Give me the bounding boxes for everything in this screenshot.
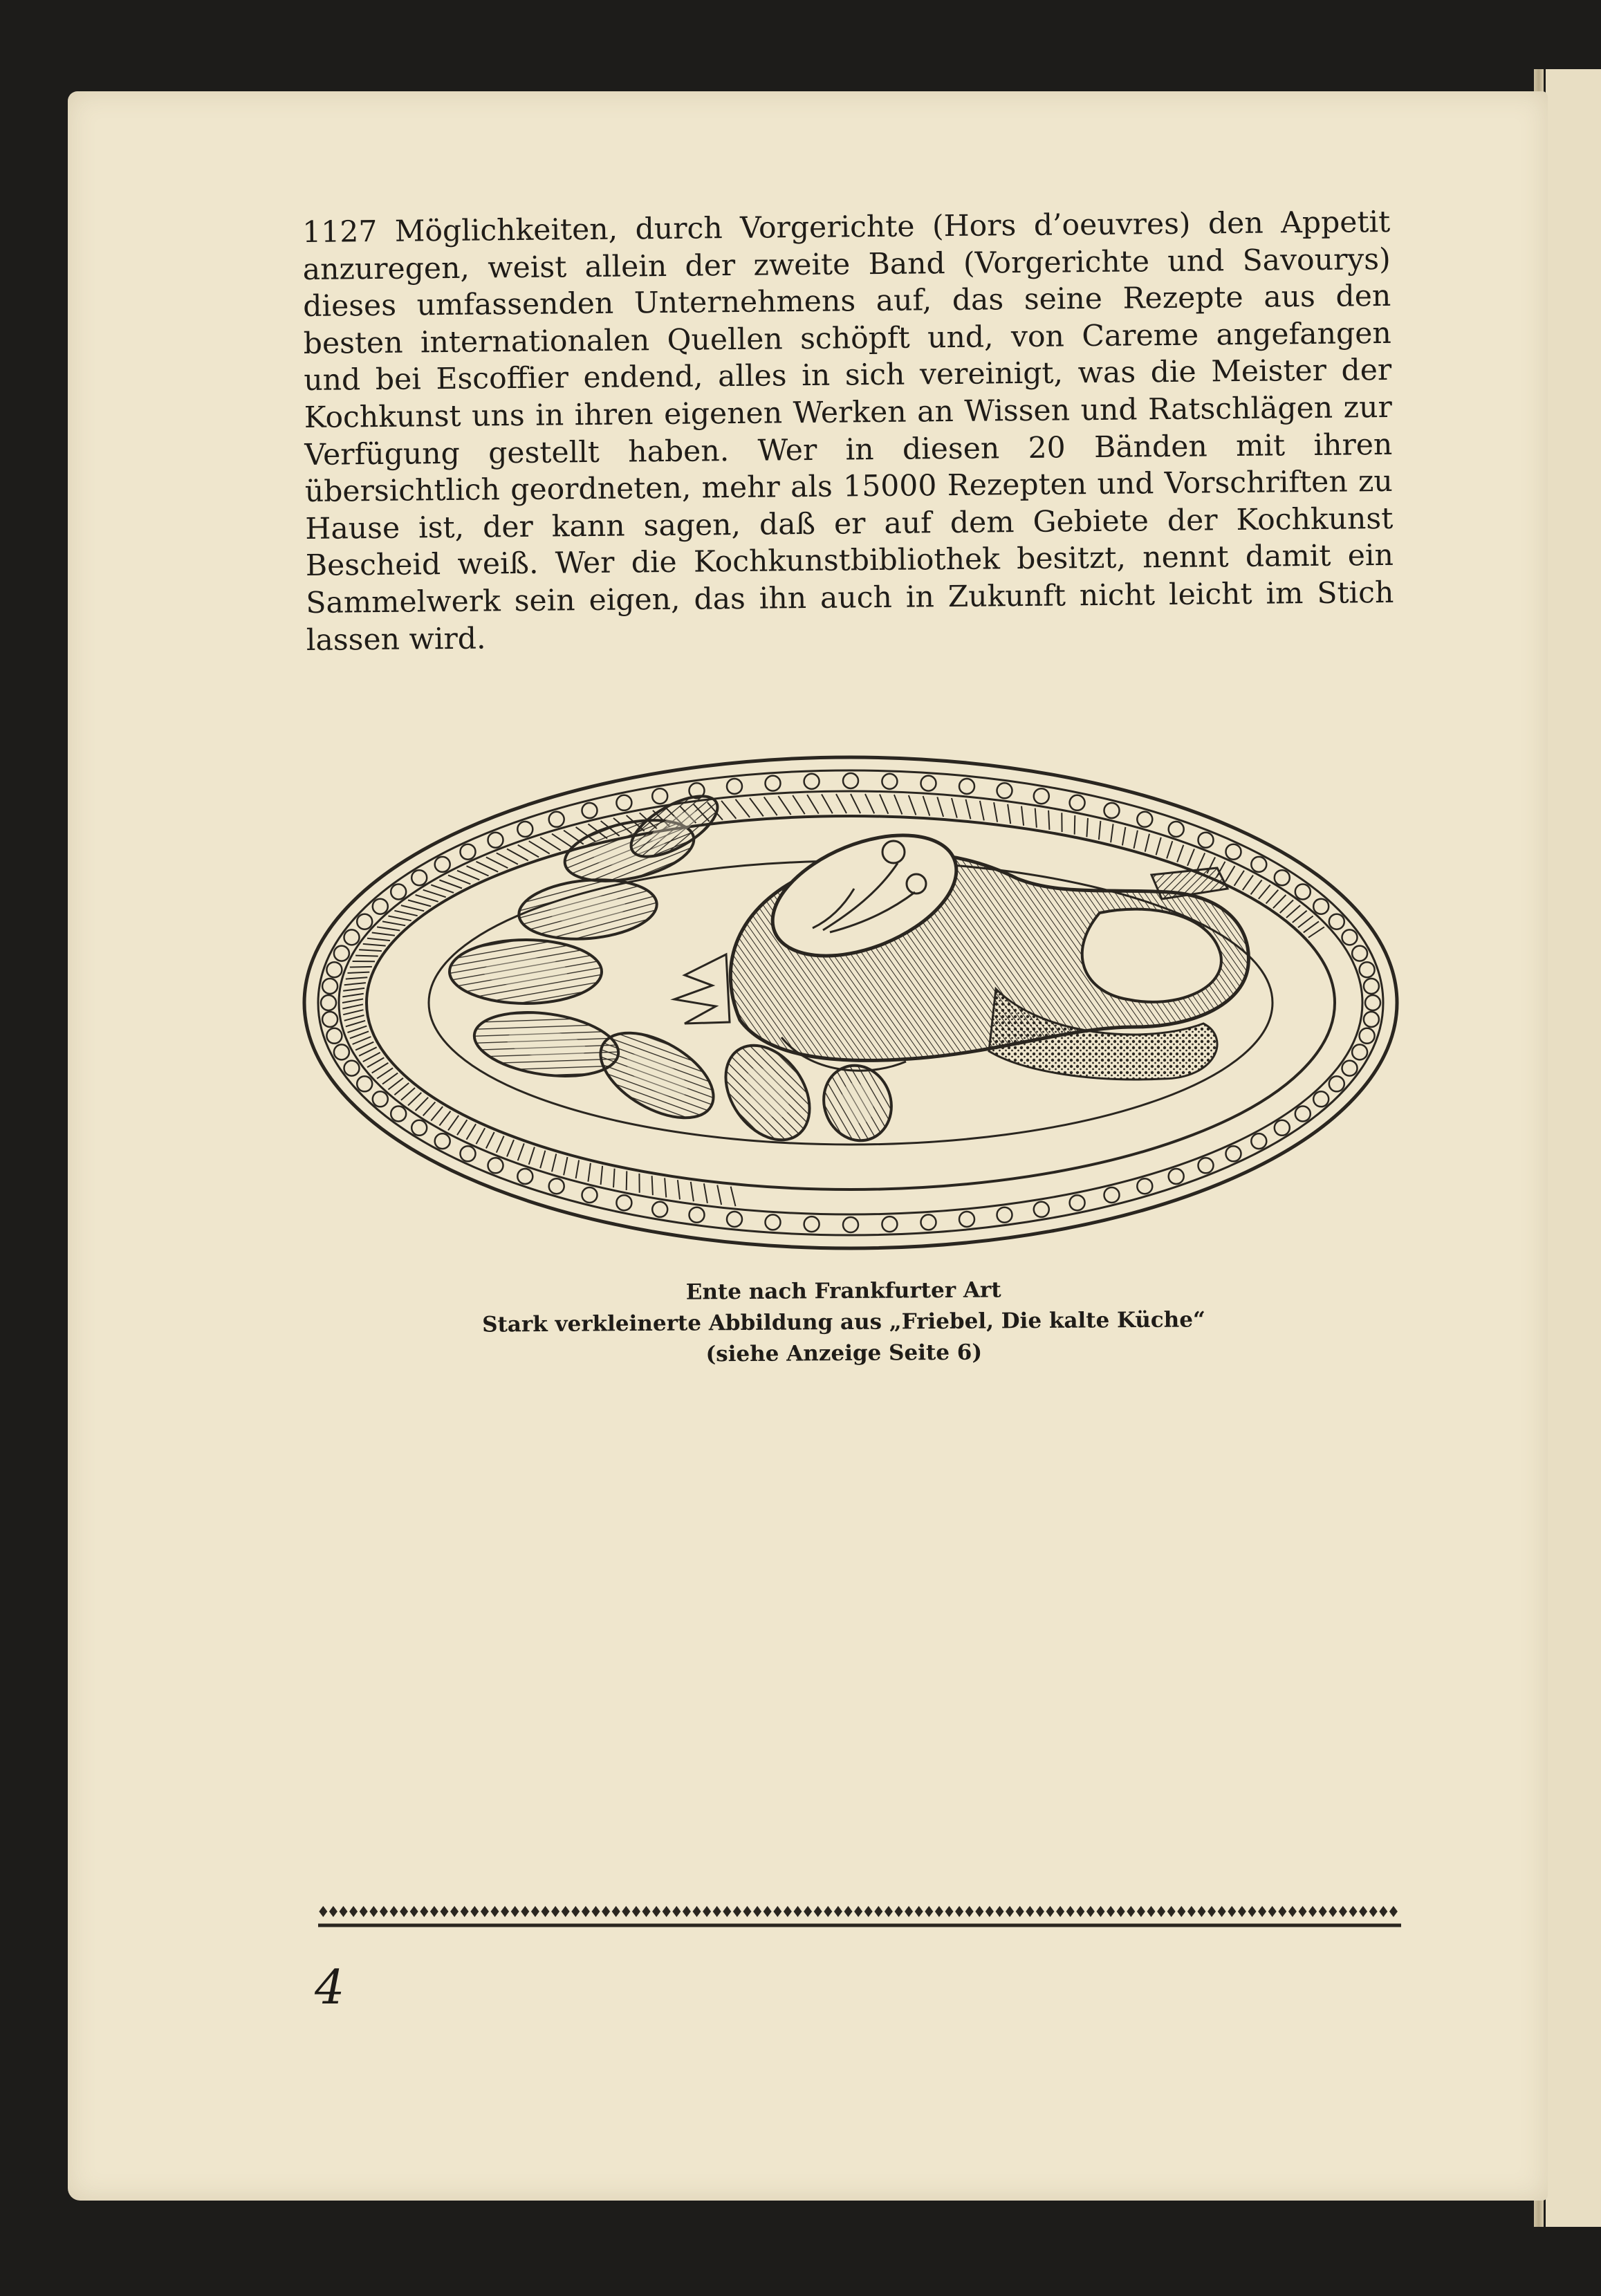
figure-caption bbox=[373, 1272, 1315, 1372]
caption-reference: (siehe Anzeige Seite 6) bbox=[705, 1340, 983, 1367]
body-paragraph: 1127 Möglichkeiten, durch Vorgerichte (Hors d’oeuvres) den Appetit anzuregen, weist allein der zweite Band (Vorgerichte und Savourys) dieses umfassenden Unternehmens auf, das seine Rezepte aus den besten internationalen Quellen schöpft und, von Careme angefangen und bei Escoffier endend, alles in sich vereinigt, was die Meister der Kochkunst uns in ihren eigenen Werken an Wissen und Ratschlägen zur Verfügung gestellt haben. Wer in diesen 20 Bänden mit ihren übersichtlich geordneten, mehr als 15000 Rezepten und Vorschriften zu Hause ist, der kann sagen, daß er auf dem Gebiete der Kochkunst Bescheid weiß. Wer die Kochkunstbibliothek besitzt, nennt damit ein Sammelwerk sein eigen, das ihn auch in Zukunft nicht leicht im Stich lassen wird. bbox=[302, 205, 1394, 658]
duck-platter-illustration bbox=[297, 747, 1404, 1259]
next-page-edge bbox=[1546, 69, 1601, 2227]
page-number: 4 bbox=[315, 1961, 345, 2015]
diamond-border bbox=[318, 1902, 1401, 1929]
caption-title: Ente nach Frankfurter Art bbox=[685, 1277, 1001, 1305]
duck-drawing bbox=[674, 811, 1248, 1080]
caption-source: Stark verkleinerte Abbildung aus „Friebel, Die kalte Küche“ bbox=[482, 1307, 1205, 1337]
platter-drawing bbox=[297, 747, 1404, 1259]
decorative-footer-rule bbox=[318, 1902, 1401, 1929]
